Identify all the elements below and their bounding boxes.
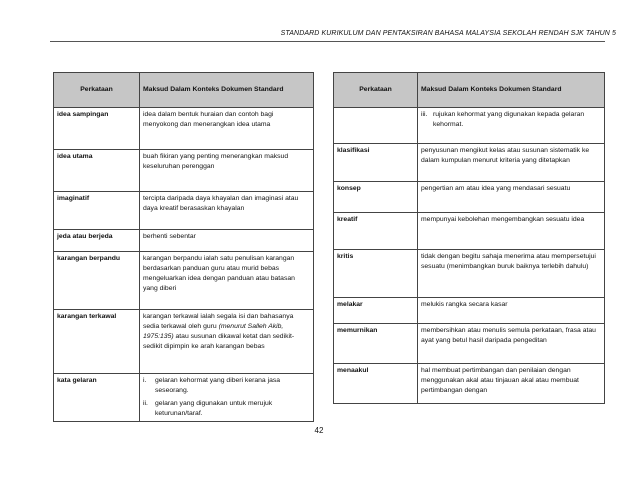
meaning-cell: penyusunan mengikut kelas atau susunan sistematik ke dalam kumpulan menurut kriteria yang ditetapkan bbox=[418, 144, 605, 182]
table-row bbox=[54, 108, 314, 150]
column-header-meaning: Maksud Dalam Konteks Dokumen Standard bbox=[140, 73, 314, 108]
term-cell: kata gelaran bbox=[54, 374, 140, 422]
list-item bbox=[421, 110, 601, 130]
term-cell: memurnikan bbox=[334, 324, 418, 364]
column-header-term: Perkataan bbox=[54, 73, 140, 108]
term-cell bbox=[334, 108, 418, 144]
term-cell: kreatif bbox=[334, 213, 418, 250]
meaning-cell: buah fikiran yang penting menerangkan maksud keseluruhan perenggan bbox=[140, 150, 314, 192]
table-row bbox=[334, 144, 605, 182]
term-cell: idea utama bbox=[54, 150, 140, 192]
term-cell: melakar bbox=[334, 298, 418, 324]
list-number: ii. bbox=[143, 400, 148, 407]
table-row bbox=[334, 324, 605, 364]
meaning-text: karangan terkawal ialah segala isi dan bahasanya sedia terkawal oleh guru bbox=[143, 313, 294, 330]
table-row bbox=[54, 310, 314, 374]
table-row bbox=[54, 252, 314, 310]
term-cell: jeda atau berjeda bbox=[54, 230, 140, 252]
table-row bbox=[54, 230, 314, 252]
table-row bbox=[334, 108, 605, 144]
header-divider bbox=[50, 41, 605, 42]
citation: (menurut Salleh Akib, 1975:135) bbox=[143, 323, 284, 340]
term-cell: idea sampingan bbox=[54, 108, 140, 150]
meaning-cell: hal membuat pertimbangan dan penilaian dengan menggunakan akal atau tinjauan akal atau membuat pertimbangan dengan bbox=[418, 364, 605, 404]
term-cell: kritis bbox=[334, 250, 418, 298]
meaning-cell: tidak dengan begitu sahaja menerima atau mempersetujui sesuatu (menimbangkan buruk baiknya terlebih dahulu) bbox=[418, 250, 605, 298]
table-row bbox=[54, 192, 314, 230]
list-text: gelaran kehormat yang diberi kerana jasa seseorang. bbox=[155, 377, 281, 394]
meaning-cell bbox=[140, 310, 314, 374]
list-item bbox=[143, 376, 310, 396]
term-cell: imaginatif bbox=[54, 192, 140, 230]
table-row bbox=[54, 374, 314, 422]
table-row bbox=[334, 250, 605, 298]
meaning-cell: idea dalam bentuk huraian dan contoh bagi menyokong dan menerangkan idea utama bbox=[140, 108, 314, 150]
meaning-cell: tercipta daripada daya khayalan dan imaginasi atau daya kreatif berasaskan khayalan bbox=[140, 192, 314, 230]
meaning-cell: melukis rangka secara kasar bbox=[418, 298, 605, 324]
table-header-row bbox=[334, 73, 605, 108]
meaning-cell: berhenti sebentar bbox=[140, 230, 314, 252]
meaning-cell: pengertian am atau idea yang mendasari sesuatu bbox=[418, 182, 605, 213]
table-header-row bbox=[54, 73, 314, 108]
term-cell: klasifikasi bbox=[334, 144, 418, 182]
list-text: rujukan kehormat yang digunakan kepada gelaran kehormat. bbox=[433, 111, 585, 128]
term-cell: karangan berpandu bbox=[54, 252, 140, 310]
list-number: iii. bbox=[421, 111, 428, 118]
meaning-cell: mempunyai kebolehan mengembangkan sesuatu idea bbox=[418, 213, 605, 250]
meaning-cell: karangan berpandu ialah satu penulisan karangan berdasarkan panduan guru atau murid bebas mengeluarkan idea dengan panduan atau batasan yang diberi bbox=[140, 252, 314, 310]
document-header: STANDARD KURIKULUM DAN PENTAKSIRAN BAHASA MALAYSIA SEKOLAH RENDAH SJK TAHUN 5 bbox=[280, 30, 616, 37]
list-number: i. bbox=[143, 377, 147, 384]
glossary-table-right bbox=[333, 72, 605, 404]
meaning-cell bbox=[140, 374, 314, 422]
list-item bbox=[143, 399, 310, 419]
table-row bbox=[334, 182, 605, 213]
table-row bbox=[334, 364, 605, 404]
table-row bbox=[334, 298, 605, 324]
table-row bbox=[54, 150, 314, 192]
term-cell: konsep bbox=[334, 182, 418, 213]
list-text: gelaran yang digunakan untuk merujuk keturunan/taraf. bbox=[155, 400, 273, 417]
term-cell: karangan terkawal bbox=[54, 310, 140, 374]
column-header-meaning: Maksud Dalam Konteks Dokumen Standard bbox=[418, 73, 605, 108]
glossary-table-left bbox=[53, 72, 314, 422]
page-number: 42 bbox=[314, 426, 324, 435]
column-header-term: Perkataan bbox=[334, 73, 418, 108]
meaning-cell: membersihkan atau menulis semula perkataan, frasa atau ayat yang betul hasil daripada pengeditan bbox=[418, 324, 605, 364]
table-row bbox=[334, 213, 605, 250]
meaning-text: atau susunan dikawal ketat dan sedikit-sedikit dipimpin ke arah karangan bebas bbox=[143, 333, 295, 350]
term-cell: menaakul bbox=[334, 364, 418, 404]
meaning-cell bbox=[418, 108, 605, 144]
